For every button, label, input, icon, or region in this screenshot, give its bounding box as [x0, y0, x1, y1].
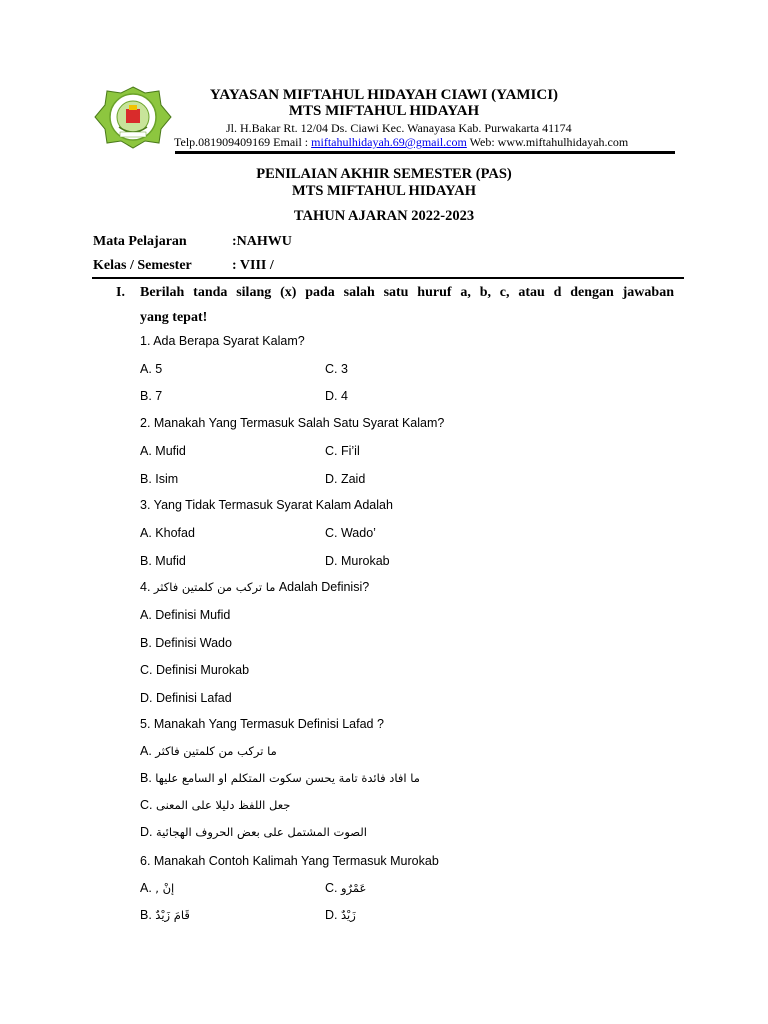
school-logo	[93, 85, 173, 150]
q6-option-a	[140, 881, 174, 895]
q5-option-a	[140, 744, 277, 758]
q3-option-b: B. Mufid	[140, 554, 186, 568]
q3-option-c: C. Wado’	[325, 526, 376, 540]
class-value: : VIII /	[232, 258, 274, 273]
q5-c-arabic: جعل اللفظ دليلا على المعنى	[155, 798, 291, 812]
q5-c-label: C.	[140, 798, 153, 812]
question-5: 5. Manakah Yang Termasuk Definisi Lafad ?	[140, 717, 384, 731]
info-divider	[92, 277, 684, 279]
q1-option-c: C. 3	[325, 362, 348, 376]
foundation-name: YAYASAN MIFTAHUL HIDAYAH CIAWI (YAMICI)	[209, 87, 559, 103]
q2-option-d: D. Zaid	[325, 472, 366, 486]
q6-c-label: C.	[325, 881, 338, 895]
instruction-line-1: Berilah tanda silang (x) pada salah satu huruf a, b, c, atau d dengan jawaban	[140, 285, 674, 300]
question-1: 1. Ada Berapa Syarat Kalam?	[140, 334, 305, 348]
q1-option-b: B. 7	[140, 389, 163, 403]
school-address: Jl. H.Bakar Rt. 12/04 Ds. Ciawi Kec. Wanayasa Kab. Purwakarta 41174	[226, 121, 572, 135]
q1-option-a: A. 5	[140, 362, 163, 376]
class-label: Kelas / Semester	[93, 258, 192, 273]
q4-text: Adalah Definisi?	[278, 580, 370, 594]
q5-option-c	[140, 798, 290, 812]
q4-option-c: C. Definisi Murokab	[140, 663, 250, 677]
q4-arabic-phrase: ما تركب من كلمتين فاكثر	[153, 580, 276, 594]
q6-option-c	[325, 881, 366, 895]
phone-text: Telp.081909409169 Email :	[174, 135, 312, 149]
subject-label: Mata Pelajaran	[93, 234, 187, 249]
q5-option-b	[140, 771, 420, 785]
question-2: 2. Manakah Yang Termasuk Salah Satu Syarat Kalam?	[140, 416, 445, 430]
school-name: MTS MIFTAHUL HIDAYAH	[288, 103, 480, 119]
q6-a-arabic: إنْ ,	[155, 881, 175, 895]
q5-b-label: B.	[140, 771, 152, 785]
q3-option-a: A. Khofad	[140, 526, 195, 540]
q6-b-label: B.	[140, 908, 152, 922]
q4-option-b: B. Definisi Wado	[140, 636, 232, 650]
q6-option-b	[140, 908, 190, 922]
q5-a-arabic: ما تركب من كلمتين فاكثر	[155, 744, 277, 758]
q2-option-c: C. Fi’il	[325, 444, 360, 458]
instruction-line-2: yang tepat!	[140, 310, 208, 325]
q6-d-label: D.	[325, 908, 338, 922]
q4-number: 4.	[140, 580, 151, 594]
subject-value: :NAHWU	[232, 234, 292, 249]
q6-b-arabic: قَامَ زَيْدٌ	[155, 908, 190, 922]
q6-d-arabic: زَيْدٌ	[340, 908, 356, 922]
q4-option-a: A. Definisi Mufid	[140, 608, 231, 622]
website-text: Web: www.miftahulhidayah.com	[466, 135, 629, 149]
q5-d-arabic: الصوت المشتمل على بعض الحروف الهجائية	[155, 825, 367, 839]
question-6: 6. Manakah Contoh Kalimah Yang Termasuk Murokab	[140, 854, 439, 868]
q6-c-arabic: عَمْرٌو	[340, 881, 367, 895]
q6-option-d	[325, 908, 356, 922]
q6-a-label: A.	[140, 881, 152, 895]
email-link[interactable]: miftahulhidayah.69@gmail.com	[311, 135, 467, 149]
q4-option-d: D. Definisi Lafad	[140, 691, 232, 705]
exam-school: MTS MIFTAHUL HIDAYAH	[292, 183, 476, 199]
q3-option-d: D. Murokab	[325, 554, 390, 568]
contact-line	[174, 135, 628, 150]
header-divider	[175, 151, 675, 154]
exam-year: TAHUN AJARAN 2022-2023	[293, 208, 475, 224]
q5-option-d	[140, 825, 367, 839]
q1-option-d: D. 4	[325, 389, 348, 403]
question-3: 3. Yang Tidak Termasuk Syarat Kalam Adalah	[140, 498, 393, 512]
q5-d-label: D.	[140, 825, 153, 839]
q5-a-label: A.	[140, 744, 152, 758]
question-4	[140, 580, 369, 594]
q5-b-arabic: ما افاد فائدة تامة يحسن سكوت المتكلم او السامع عليها	[155, 771, 420, 785]
q2-option-a: A. Mufid	[140, 444, 186, 458]
section-number: I.	[116, 285, 125, 300]
q2-option-b: B. Isim	[140, 472, 179, 486]
exam-title: PENILAIAN AKHIR SEMESTER (PAS)	[256, 166, 512, 182]
